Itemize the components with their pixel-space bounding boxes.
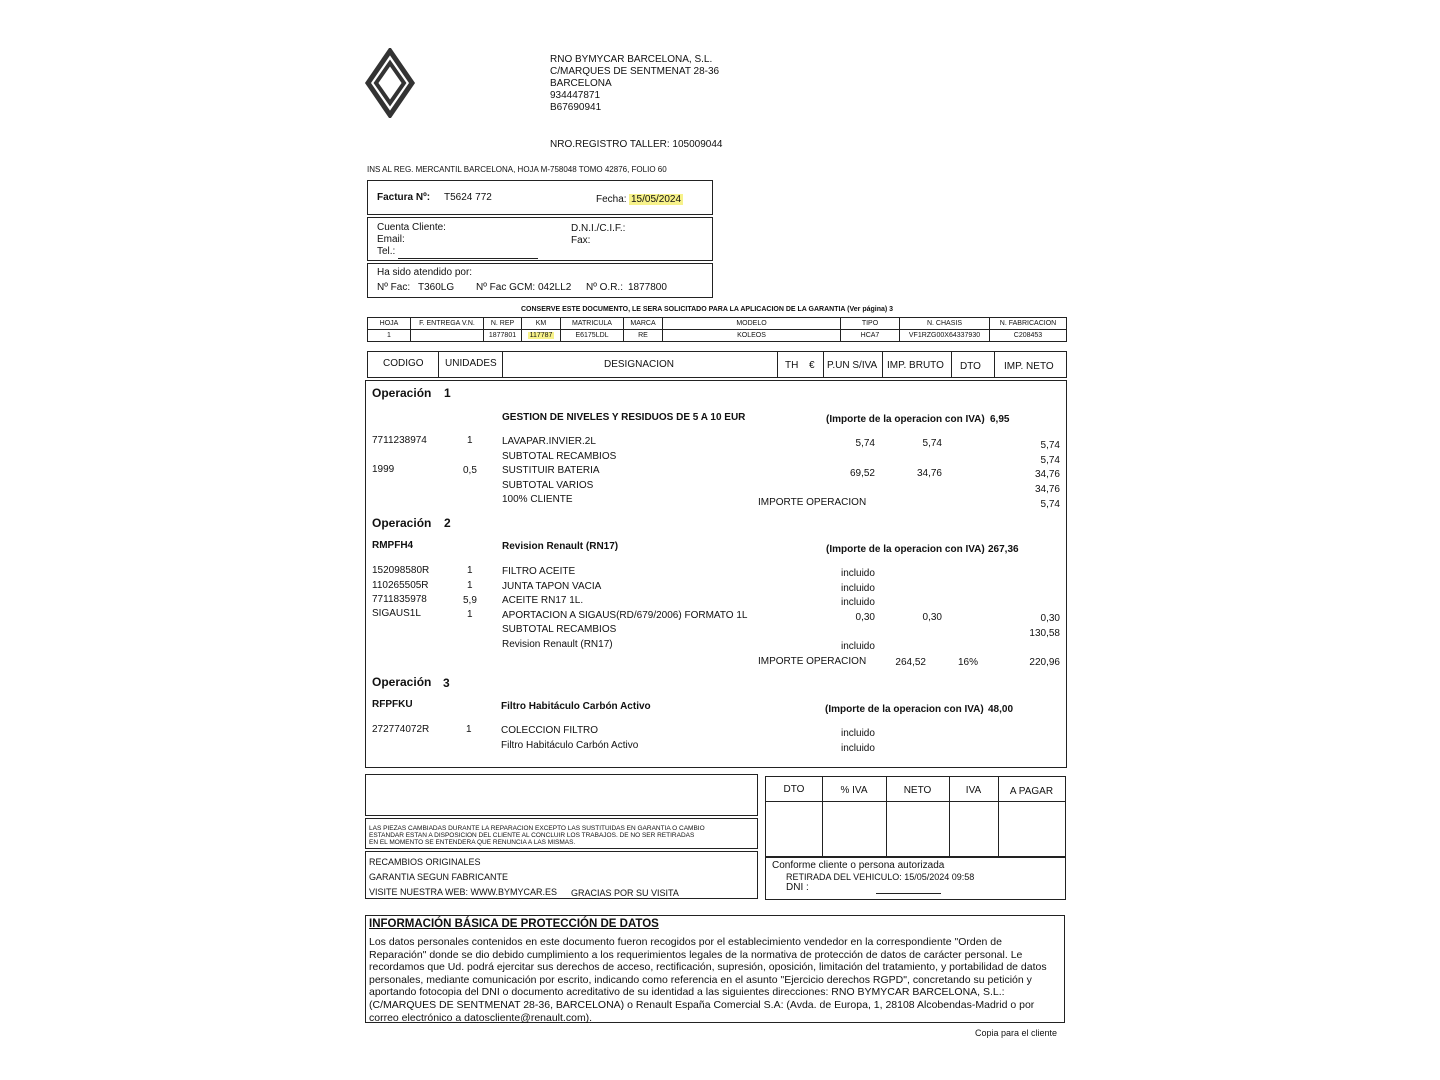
vehicle-value: HCA7 — [841, 330, 900, 342]
conforme-cliente: Conforme cliente o persona autorizada — [772, 860, 945, 871]
totals-neto: NETO — [903, 785, 932, 796]
garantia-fabricante: GARANTIA SEGUN FABRICANTE — [369, 872, 509, 882]
workshop-registration: NRO.REGISTRO TALLER: 105009044 — [550, 139, 723, 150]
op3-code: RFPFKU — [372, 699, 413, 710]
op2-importe-label: (Importe de la operacion con IVA) — [826, 544, 985, 555]
vehicle-value: C208453 — [990, 330, 1067, 342]
recambios-originales: RECAMBIOS ORIGINALES — [369, 857, 481, 867]
op1-sub2-desc: SUBTOTAL VARIOS — [502, 480, 594, 491]
copy-label: Copia para el cliente — [975, 1028, 1058, 1038]
invoice-date-label: Fecha: — [596, 194, 627, 205]
gdpr-title: INFORMACIÓN BÁSICA DE PROTECCIÓN DE DATOS — [369, 918, 659, 930]
dni-label: DNI : — [786, 882, 809, 893]
op2-title: Operación — [372, 516, 432, 530]
op1-r1-code: 7711238974 — [372, 435, 427, 446]
op2-r1-desc: FILTRO ACEITE — [502, 566, 576, 577]
op3-r1-desc: COLECCION FILTRO — [501, 725, 599, 736]
mercantil-registry: INS AL REG. MERCANTIL BARCELONA, HOJA M-758048 TOMO 42876, FOLIO 60 — [367, 165, 667, 174]
op3-r2-desc: Filtro Habitáculo Carbón Activo — [501, 740, 639, 751]
op1-sub2-neto: 34,76 — [1034, 484, 1060, 495]
client-dni-label: D.N.I./C.I.F.: — [571, 223, 626, 234]
col-pun: P.UN S/IVA — [827, 360, 878, 371]
op1-importe-operacion-label: IMPORTE OPERACION — [758, 497, 867, 508]
notice-line-3: EN EL MOMENTO SE ENTENDERA QUE RENUNCIA A LAS MISMAS. — [369, 839, 576, 846]
vehicle-value: KOLEOS — [663, 330, 841, 342]
vehicle-header: MATRICULA — [561, 318, 624, 330]
op2-heading: Revision Renault (RN17) — [502, 541, 619, 552]
op1-importe: 6,95 — [990, 414, 1010, 425]
client-account-label: Cuenta Cliente: — [377, 222, 446, 233]
op2-total-dto: 16% — [958, 657, 979, 668]
nfac-value: T360LG — [418, 282, 455, 293]
op3-importe-label: (Importe de la operacion con IVA) — [825, 704, 984, 715]
op2-r4-neto: 0,30 — [1040, 613, 1060, 624]
op1-r1-units: 1 — [467, 435, 473, 446]
notice-line-1: LAS PIEZAS CAMBIADAS DURANTE LA REPARACION EXCEPTO LAS SUSTITUIDAS EN GARANTIA O CAMBIO — [369, 825, 705, 832]
col-designacion: DESIGNACION — [604, 359, 675, 370]
op2-r3-units: 5,9 — [463, 595, 477, 606]
op2-r4-desc: APORTACION A SIGAUS(RD/679/2006) FORMATO 1L — [502, 610, 748, 621]
vehicle-header-row — [368, 318, 1067, 330]
client-tel-label: Tel.: — [377, 246, 396, 257]
op2-r1-pun: incluido — [841, 568, 875, 579]
vehicle-value: RE — [624, 330, 663, 342]
op1-r2-code: 1999 — [372, 464, 395, 475]
vehicle-header: TIPO — [841, 318, 900, 330]
op2-total-pun: 264,52 — [895, 657, 926, 668]
vehicle-header: MODELO — [663, 318, 841, 330]
op1-client-desc: 100% CLIENTE — [502, 494, 573, 505]
col-dto: DTO — [960, 361, 981, 372]
vehicle-header: F. ENTREGA V.N. — [411, 318, 484, 330]
client-email-label: Email: — [377, 234, 405, 245]
vehicle-value: 1877801 — [484, 330, 522, 342]
op1-r2-bruto: 34,76 — [916, 468, 942, 479]
footer-left-box — [365, 851, 758, 899]
gdpr-body: Los datos personales contenidos en este documento fueron recogidos por el establecimiento vendedor en la correspondiente "Orden de Reparación" donde se dio debido cumplimiento a los requerimientos legales de la normativa de protección de datos de carácter personal. Le recordamos que Ud. podrá ejercitar sus derechos de acceso, rectificación, supresión, oposición, limitación del tratamiento, y portabilidad de datos personales, mediante comunicación por escrito, indicando como referencia en el asunto "Ejercicio derechos RGPD", concretando su petición y aportando fotocopia del DNI o documento acreditativo de su identidad a las siguientes direcciones: RNO BYMYCAR BARCELONA, S.L.: (C/MARQUES DE SENTMENAT 28-36, BARCELONA) o Renault España Comercial S.A: (Avda. de Europa, 1, 28108 Alcobendas-Madrid o por correo electrónico a datoscliente@renault.com). — [369, 936, 1047, 1024]
totals-iva: IVA — [965, 785, 982, 796]
col-th: TH — [785, 360, 799, 371]
totals-a-pagar: A PAGAR — [1009, 786, 1054, 797]
or-label: Nº O.R.: — [586, 282, 623, 293]
web-link[interactable]: VISITE NUESTRA WEB: WWW.BYMYCAR.ES — [369, 887, 558, 897]
invoice-box — [367, 180, 713, 215]
op1-r2-units: 0,5 — [463, 465, 477, 476]
op2-r3-code: 7711835978 — [372, 594, 427, 605]
retirada-vehiculo: RETIRADA DEL VEHICULO: 15/05/2024 09:58 — [786, 872, 975, 882]
vehicle-value: VF1RZG00X64337930 — [900, 330, 990, 342]
op2-r4-bruto: 0,30 — [922, 612, 942, 623]
nfac-label: Nº Fac: — [377, 282, 411, 293]
col-neto: IMP. NETO — [1004, 361, 1054, 372]
op1-r2-desc: SUSTITUIR BATERIA — [502, 465, 600, 476]
op2-r2-desc: JUNTA TAPON VACIA — [502, 581, 602, 592]
client-box — [367, 217, 713, 261]
op1-heading: GESTION DE NIVELES Y RESIDUOS DE 5 A 10 EUR — [502, 412, 746, 423]
op1-r1-pun: 5,74 — [855, 438, 875, 449]
company-address: C/MARQUES DE SENTMENAT 28-36 — [550, 66, 720, 77]
op2-r4-units: 1 — [467, 609, 473, 620]
vehicle-header: N. REP — [484, 318, 522, 330]
vehicle-header: N. FABRICACION — [990, 318, 1067, 330]
op1-importe-operacion: 5,74 — [1040, 499, 1060, 510]
op2-r3-pun: incluido — [841, 597, 875, 608]
op2-total-label: IMPORTE OPERACION — [758, 656, 867, 667]
op2-total-neto: 220,96 — [1029, 657, 1060, 668]
attended-box — [367, 263, 713, 298]
op3-title: Operación — [372, 675, 432, 689]
gracias-visita: GRACIAS POR SU VISITA — [571, 888, 679, 898]
attended-label: Ha sido atendido por: — [377, 267, 473, 278]
op1-sub1-desc: SUBTOTAL RECAMBIOS — [502, 451, 617, 462]
op1-sub1-neto: 5,74 — [1040, 455, 1060, 466]
col-bruto: IMP. BRUTO — [887, 360, 944, 371]
client-fax-label: Fax: — [571, 235, 591, 246]
op3-importe: 48,00 — [988, 704, 1014, 715]
col-euro: € — [809, 360, 815, 371]
vehicle-value: E6175LDL — [561, 330, 624, 342]
invoice-number: T5624 772 — [444, 192, 492, 203]
invoice-number-label: Factura Nº: — [377, 192, 431, 203]
vehicle-header: MARCA — [624, 318, 663, 330]
op2-r2-pun: incluido — [841, 583, 875, 594]
or-value: 1877800 — [628, 282, 667, 293]
signature-box — [765, 857, 1066, 900]
op2-sub-neto: 130,58 — [1029, 628, 1060, 639]
invoice-date: 15/05/2024 — [631, 194, 682, 205]
op2-r2-code: 110265505R — [372, 580, 429, 591]
warranty-notice: CONSERVE ESTE DOCUMENTO, LE SERA SOLICITADO PARA LA APLICACION DE LA GARANTIA (Ver página) 3 — [521, 306, 894, 313]
totals-iva-pct: % IVA — [840, 785, 868, 796]
notice-line-2: ESTANDAR ESTAN A DISPOSICION DEL CLIENTE AL CONCLUIR LOS TRABAJOS. DE NO SER RETIRADAS — [369, 832, 695, 839]
vehicle-table — [367, 317, 1067, 342]
op1-importe-label: (Importe de la operacion con IVA) — [826, 414, 985, 425]
totals-dto: DTO — [783, 784, 805, 795]
op2-r1-code: 152098580R — [372, 565, 430, 576]
op1-r2-pun: 69,52 — [849, 468, 875, 479]
op2-rev-pun: incluido — [841, 641, 875, 652]
op3-r1-pun: incluido — [841, 728, 875, 739]
op2-importe: 267,36 — [988, 544, 1019, 555]
op3-r2-pun: incluido — [841, 743, 875, 754]
op2-r1-units: 1 — [467, 565, 473, 576]
gcm-value: 042LL2 — [538, 282, 572, 293]
columns-header — [367, 351, 1067, 378]
op1-r1-bruto: 5,74 — [922, 438, 942, 449]
notice-box — [365, 818, 758, 849]
company-name: RNO BYMYCAR BARCELONA, S.L. — [550, 54, 713, 65]
vehicle-value-row — [368, 330, 1067, 342]
op1-title: Operación — [372, 386, 432, 400]
op3-number: 3 — [443, 676, 450, 690]
op2-rev-desc: Revision Renault (RN17) — [502, 639, 613, 650]
company-cif: B67690941 — [550, 102, 602, 113]
company-phone: 934447871 — [550, 90, 601, 101]
vehicle-header: KM — [522, 318, 561, 330]
op3-r1-code: 272774072R — [372, 724, 430, 735]
op2-sub-desc: SUBTOTAL RECAMBIOS — [502, 624, 617, 635]
op1-r2-neto: 34,76 — [1034, 469, 1060, 480]
vehicle-value — [411, 330, 484, 342]
vehicle-km — [522, 330, 561, 342]
op2-r2-units: 1 — [467, 580, 473, 591]
company-city: BARCELONA — [550, 78, 612, 89]
op1-r1-desc: LAVAPAR.INVIER.2L — [502, 436, 596, 447]
op1-r1-neto: 5,74 — [1040, 440, 1060, 451]
op2-r3-desc: ACEITE RN17 1L. — [502, 595, 584, 606]
totals-box — [765, 776, 1066, 857]
vehicle-header: HOJA — [368, 318, 411, 330]
op3-r1-units: 1 — [466, 724, 472, 735]
op1-number: 1 — [444, 386, 451, 400]
op2-code: RMPFH4 — [372, 540, 414, 551]
op2-r4-pun: 0,30 — [855, 612, 875, 623]
op3-heading: Filtro Habitáculo Carbón Activo — [501, 701, 651, 712]
vehicle-value: 1 — [368, 330, 411, 342]
op2-number: 2 — [444, 516, 451, 530]
gcm-label: Nº Fac GCM: — [476, 282, 536, 293]
renault-logo — [364, 48, 416, 118]
observations-box — [365, 774, 758, 816]
col-unidades: UNIDADES — [445, 358, 497, 369]
op2-r4-code: SIGAUS1L — [372, 608, 421, 619]
vehicle-km-value: 117787 — [529, 332, 553, 339]
col-codigo: CODIGO — [383, 358, 424, 369]
vehicle-header: N. CHASIS — [900, 318, 990, 330]
